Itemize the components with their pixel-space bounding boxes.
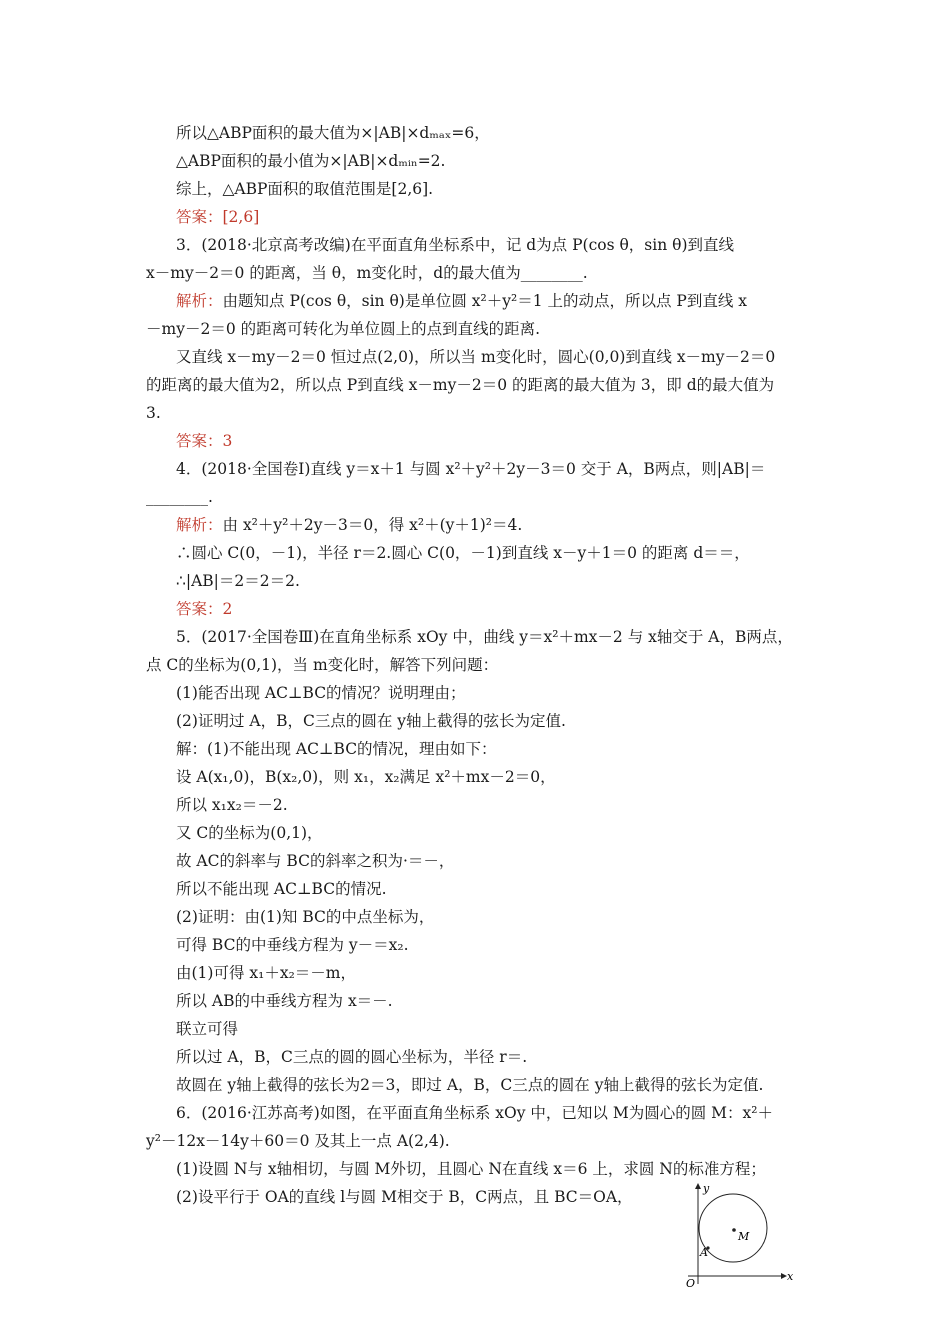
label-o: O <box>686 1277 696 1290</box>
text-line: ∴圆心 C(0，－1)，半径 r＝2.圆心 C(0，－1)到直线 x－y＋1＝0 的距离 d＝＝， <box>176 544 750 562</box>
text-line: 5．(2017·全国卷Ⅲ)在直角坐标系 xOy 中，曲线 y＝x²＋mx－2 与 x轴交于 A，B两点， <box>176 628 793 646</box>
text-line: (2)证明：由(1)知 BC的中点坐标为， <box>176 908 435 926</box>
answer-line: 答案：2 <box>176 600 233 618</box>
text-line: －my－2＝0 的距离可转化为单位圆上的点到直线的距离. <box>146 320 541 338</box>
label-y: y <box>703 1182 710 1195</box>
circle-m <box>699 1194 767 1262</box>
text-line: 3．(2018·北京高考改编)在平面直角坐标系中，记 d为点 P(cos θ，sin θ)到直线 <box>176 236 735 254</box>
label-a: A <box>700 1246 708 1259</box>
text-line: (1)能否出现 AC⊥BC的情况？说明理由； <box>176 684 466 702</box>
text-line: ________. <box>146 488 213 506</box>
text-line: 联立可得 <box>176 1020 239 1038</box>
text-line: 的距离的最大值为2，所以点 P到直线 x－my－2＝0 的距离的最大值为 3，即 d的最大值为 <box>146 376 775 394</box>
text-line: 所以 AB的中垂线方程为 x＝－. <box>176 992 393 1010</box>
text-line: 所以不能出现 AC⊥BC的情况. <box>176 880 387 898</box>
text-line: (1)设圆 N与 x轴相切，与圆 M外切，且圆心 N在直线 x＝6 上，求圆 N的标准方程； <box>176 1160 766 1178</box>
text-line: 又 C的坐标为(0,1)， <box>176 824 323 842</box>
text-line: 3. <box>146 404 161 422</box>
answer-line: 答案：[2,6] <box>176 208 260 226</box>
text-line: (2)设平行于 OA的直线 l与圆 M相交于 B，C两点，且 BC＝OA， <box>176 1188 633 1206</box>
label-x: x <box>787 1270 794 1283</box>
text-line: 解：(1)不能出现 AC⊥BC的情况，理由如下： <box>176 740 497 758</box>
text-line: 故圆在 y轴上截得的弦长为2＝3，即过 A，B，C三点的圆在 y轴上截得的弦长为定值. <box>176 1076 764 1094</box>
text-line: 设 A(x₁,0)，B(x₂,0)，则 x₁，x₂满足 x²＋mx－2＝0， <box>176 768 556 786</box>
text-line: y²－12x－14y＋60＝0 及其上一点 A(2,4). <box>146 1132 450 1150</box>
text-line: 所以△ABP面积的最大值为×|AB|×dₘₐₓ=6， <box>176 124 490 142</box>
answer-line: 答案：3 <box>176 432 233 450</box>
label-m: M <box>738 1230 750 1243</box>
analysis-text: 由 x²＋y²＋2y－3＝0，得 x²＋(y＋1)²＝4. <box>222 516 523 534</box>
text-line: 故 AC的斜率与 BC的斜率之积为·＝－， <box>176 852 455 870</box>
coordinate-figure <box>668 1180 808 1294</box>
text-line <box>176 515 522 535</box>
center-m-dot <box>732 1228 736 1232</box>
text-line: 又直线 x－my－2＝0 恒过点(2,0)，所以当 m变化时，圆心(0,0)到直线 x－my－2＝0 <box>176 348 776 366</box>
text-line: 4．(2018·全国卷Ⅰ)直线 y＝x＋1 与圆 x²＋y²＋2y－3＝0 交于 A，B两点，则|AB|＝ <box>176 460 766 478</box>
text-line: 所以过 A，B，C三点的圆的圆心坐标为，半径 r＝. <box>176 1048 528 1066</box>
text-line: (2)证明过 A，B，C三点的圆在 y轴上截得的弦长为定值. <box>176 712 566 730</box>
text-line: △ABP面积的最小值为×|AB|×dₘᵢₙ=2. <box>176 152 446 170</box>
text-line: 综上，△ABP面积的取值范围是[2,6]. <box>176 180 434 198</box>
analysis-text: 由题知点 P(cos θ，sin θ)是单位圆 x²＋y²＝1 上的动点，所以点 P到直线 x <box>222 292 748 310</box>
text-line: 所以 x₁x₂＝－2. <box>176 796 288 814</box>
text-line: 可得 BC的中垂线方程为 y－＝x₂. <box>176 936 409 954</box>
analysis-label: 解析： <box>176 292 223 310</box>
text-line: x－my－2＝0 的距离，当 θ，m变化时，d的最大值为________. <box>146 264 588 282</box>
text-line: 6．(2016·江苏高考)如图，在平面直角坐标系 xOy 中，已知以 M为圆心的圆 M：x²＋ <box>176 1104 773 1122</box>
text-line: 由(1)可得 x₁＋x₂＝－m， <box>176 964 356 982</box>
text-line: ∴|AB|＝2＝2＝2. <box>176 572 300 590</box>
circle-diagram <box>668 1180 808 1290</box>
text-line: 点 C的坐标为(0,1)，当 m变化时，解答下列问题： <box>146 656 499 674</box>
analysis-label: 解析： <box>176 516 223 534</box>
text-line <box>176 291 747 311</box>
